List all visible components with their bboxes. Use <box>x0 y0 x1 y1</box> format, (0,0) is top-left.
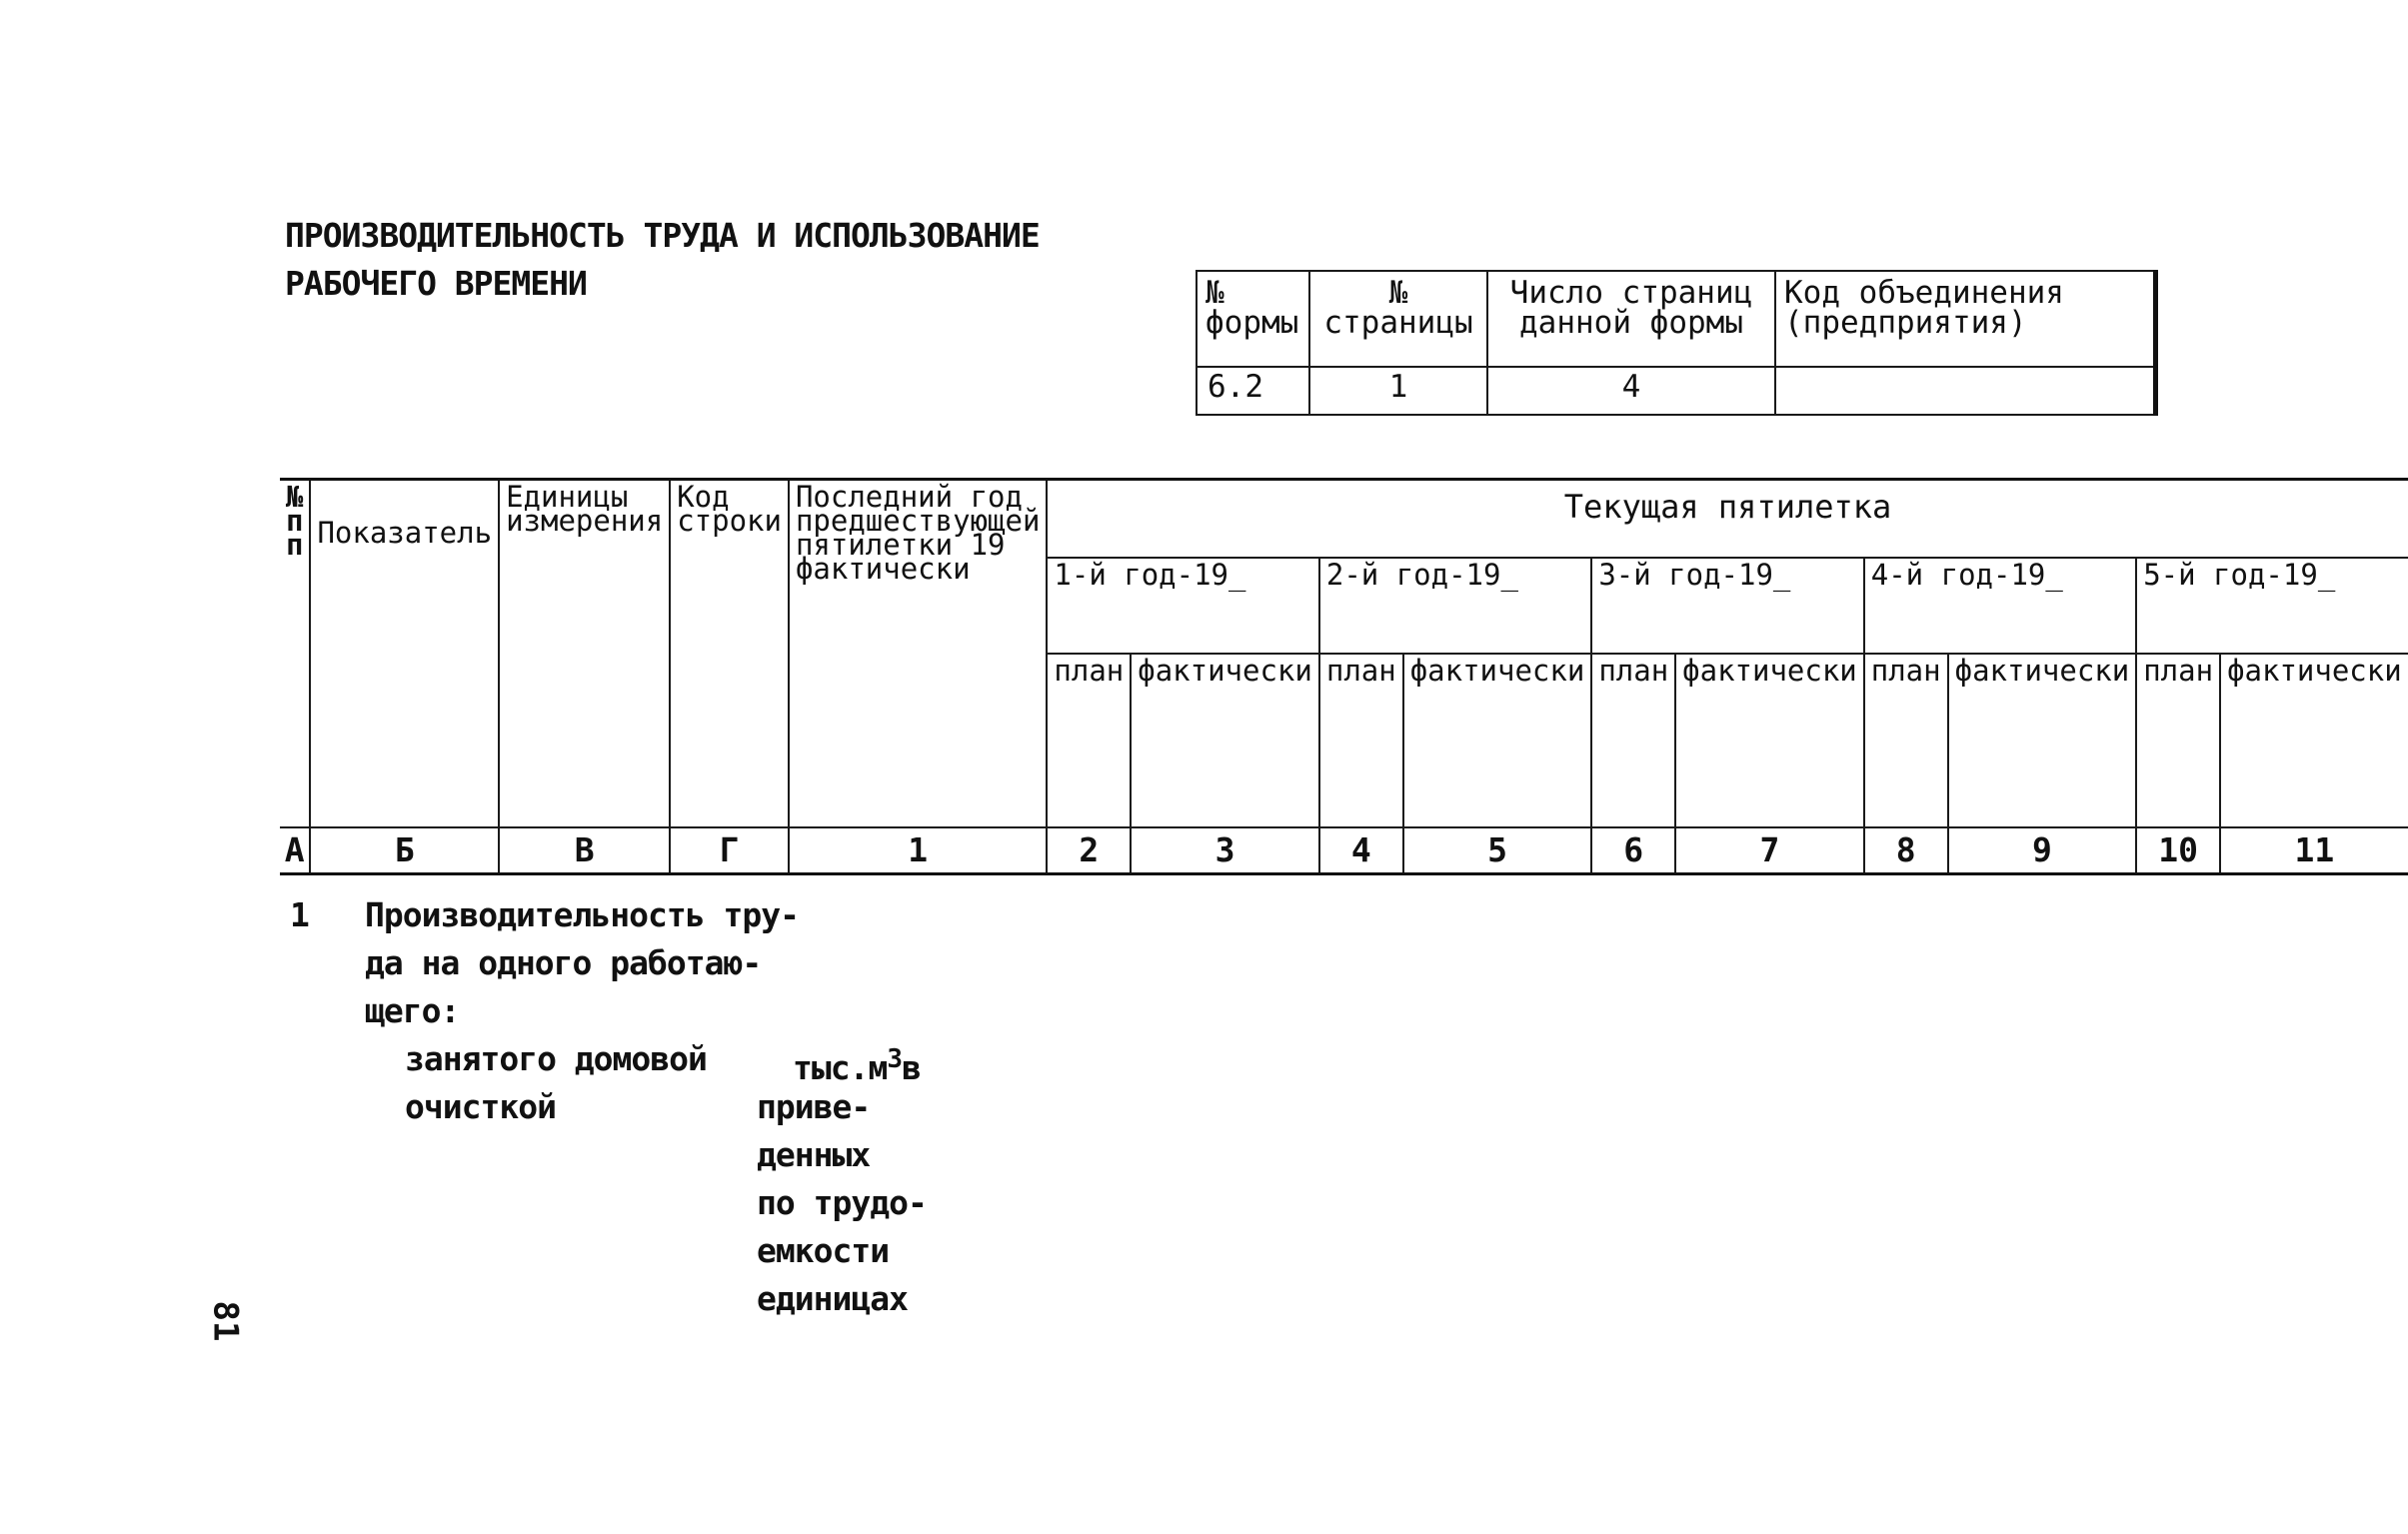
header-indicator: Показатель <box>310 480 499 828</box>
header-year-3: 3-й год-19_ <box>1591 558 1863 654</box>
page-number: 81 <box>205 1300 246 1342</box>
item-number: 1 <box>290 895 309 934</box>
header-year-1: 1-й год-19_ <box>1047 558 1318 654</box>
header-fact: фактически <box>1948 654 2137 827</box>
item-title <box>365 891 799 1035</box>
page-number-value: 1 <box>1309 367 1487 415</box>
document-title <box>285 212 1040 308</box>
unit-line: емкости <box>757 1231 890 1270</box>
header-fact: фактически <box>1675 654 1864 827</box>
unit-line: денных <box>757 1135 871 1174</box>
unit-suffix: в <box>902 1048 921 1087</box>
subitem-line: очисткой <box>405 1087 556 1126</box>
subitem-title <box>405 1035 707 1131</box>
header-fact: фактически <box>1403 654 1592 827</box>
header-fact: фактически <box>2220 654 2408 827</box>
header-plan: план <box>1319 654 1403 827</box>
form-header-table <box>1196 270 2158 416</box>
header-plan: план <box>1047 654 1131 827</box>
header-year-2: 2-й год-19_ <box>1319 558 1591 654</box>
document-title-line1: ПРОИЗВОДИТЕЛЬНОСТЬ ТРУДА И ИСПОЛЬЗОВАНИЕ <box>285 216 1040 255</box>
unit-line: по трудо- <box>757 1183 927 1222</box>
unit-superscript: 3 <box>887 1044 902 1074</box>
header-fact: фактически <box>1131 654 1319 827</box>
column-index: 9 <box>1948 827 2137 874</box>
item-title-line: да на одного работаю- <box>365 943 762 982</box>
header-plan: план <box>1591 654 1675 827</box>
column-index: 3 <box>1131 827 1319 874</box>
unit-prefix: тыс.м <box>793 1048 888 1087</box>
column-index: 10 <box>2136 827 2220 874</box>
unit-line: единицах <box>757 1279 908 1318</box>
header-year-5: 5-й год-19_ <box>2136 558 2407 654</box>
unit-line: приве- <box>757 1087 871 1126</box>
document-title-line2: РАБОЧЕГО ВРЕМЕНИ <box>285 264 587 303</box>
column-index: 5 <box>1403 827 1592 874</box>
header-unit: Единицы измерения <box>499 480 670 828</box>
column-index: 8 <box>1864 827 1948 874</box>
column-index: 4 <box>1319 827 1403 874</box>
subitem-line: занятого домовой <box>405 1039 707 1078</box>
form-number-header: № формы <box>1197 271 1309 367</box>
column-index: 1 <box>789 827 1047 874</box>
column-index: 11 <box>2220 827 2408 874</box>
header-last-year: Последний год предшествующей пятилетки 19 фактически <box>789 480 1047 828</box>
column-index: 2 <box>1047 827 1131 874</box>
column-index: Г <box>670 827 789 874</box>
column-index: 7 <box>1675 827 1864 874</box>
unit-description <box>757 1083 927 1323</box>
indicators-table <box>280 478 2408 875</box>
header-plan: план <box>2136 654 2220 827</box>
item-title-line: щего: <box>365 991 460 1030</box>
form-number-value: 6.2 <box>1197 367 1309 415</box>
org-code-header: Код объединения (предприятия) <box>1775 271 2156 367</box>
header-current-five-year: Текущая пятилетка <box>1047 480 2407 559</box>
column-index: А <box>280 827 310 874</box>
header-plan: план <box>1864 654 1948 827</box>
org-code-value <box>1775 367 2156 415</box>
pages-count-header: Число страниц данной формы <box>1487 271 1775 367</box>
column-index: Б <box>310 827 499 874</box>
pages-count-value: 4 <box>1487 367 1775 415</box>
header-num: № п п <box>280 480 310 828</box>
column-index: В <box>499 827 670 874</box>
column-index: 6 <box>1591 827 1675 874</box>
item-title-line: Производительность тру- <box>365 895 799 934</box>
header-year-4: 4-й год-19_ <box>1864 558 2136 654</box>
page-number-header: № страницы <box>1309 271 1487 367</box>
header-code: Код строки <box>670 480 789 828</box>
